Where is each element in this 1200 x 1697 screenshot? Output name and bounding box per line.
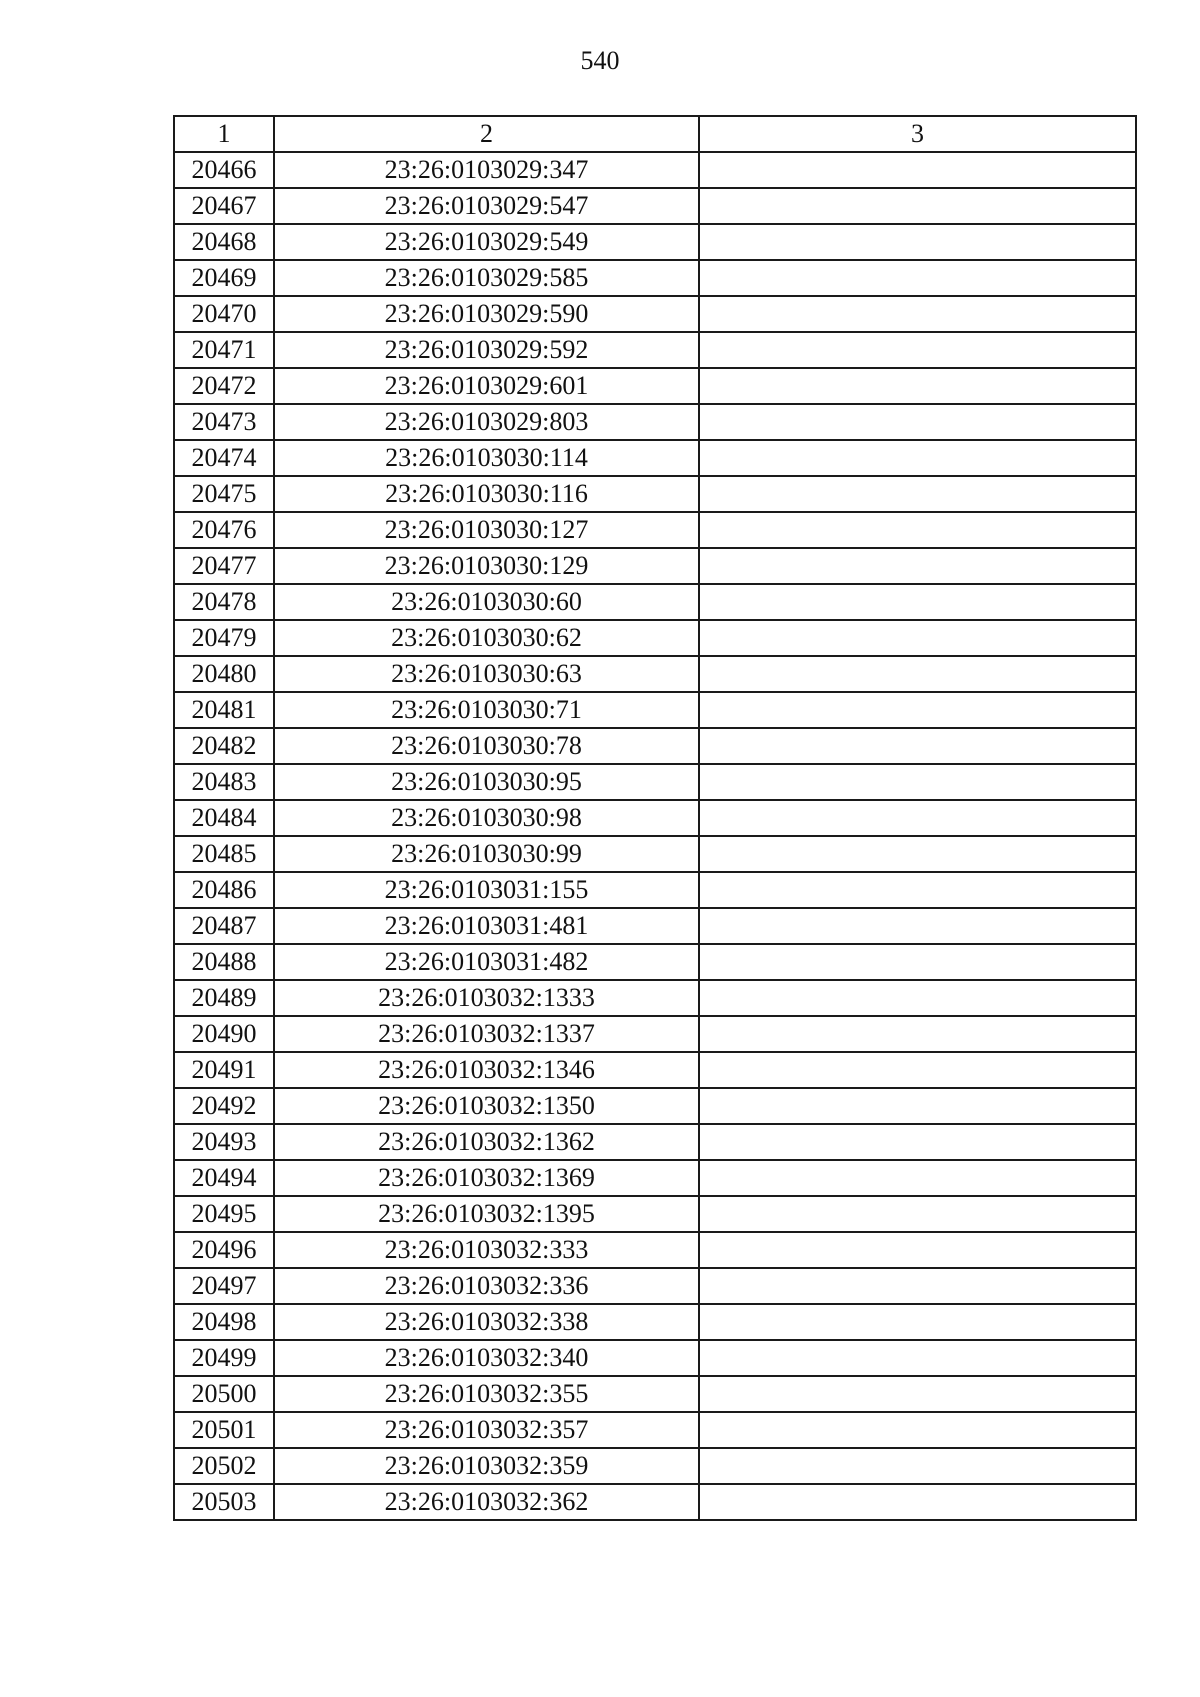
table-row bbox=[174, 1304, 1136, 1340]
note-cell bbox=[699, 584, 1136, 620]
row-number-cell: 20479 bbox=[174, 620, 274, 656]
note-cell bbox=[699, 296, 1136, 332]
row-number-cell: 20476 bbox=[174, 512, 274, 548]
cadastral-number-cell: 23:26:0103030:116 bbox=[274, 476, 699, 512]
row-number-cell: 20492 bbox=[174, 1088, 274, 1124]
row-number-cell: 20475 bbox=[174, 476, 274, 512]
note-cell bbox=[699, 872, 1136, 908]
row-number-cell: 20473 bbox=[174, 404, 274, 440]
column-header-2: 2 bbox=[274, 116, 699, 152]
row-number-cell: 20470 bbox=[174, 296, 274, 332]
table-row bbox=[174, 296, 1136, 332]
note-cell bbox=[699, 332, 1136, 368]
row-number-cell: 20483 bbox=[174, 764, 274, 800]
row-number-cell: 20494 bbox=[174, 1160, 274, 1196]
cadastral-number-cell: 23:26:0103032:1362 bbox=[274, 1124, 699, 1160]
cadastral-number-cell: 23:26:0103030:129 bbox=[274, 548, 699, 584]
cadastral-number-cell: 23:26:0103029:549 bbox=[274, 224, 699, 260]
cadastral-number-cell: 23:26:0103032:333 bbox=[274, 1232, 699, 1268]
row-number-cell: 20496 bbox=[174, 1232, 274, 1268]
table-row bbox=[174, 692, 1136, 728]
cadastral-number-cell: 23:26:0103032:1395 bbox=[274, 1196, 699, 1232]
note-cell bbox=[699, 1304, 1136, 1340]
cadastral-number-cell: 23:26:0103030:62 bbox=[274, 620, 699, 656]
row-number-cell: 20469 bbox=[174, 260, 274, 296]
row-number-cell: 20484 bbox=[174, 800, 274, 836]
note-cell bbox=[699, 548, 1136, 584]
table-row bbox=[174, 728, 1136, 764]
cadastral-number-cell: 23:26:0103032:355 bbox=[274, 1376, 699, 1412]
table-row bbox=[174, 1412, 1136, 1448]
table-row bbox=[174, 908, 1136, 944]
table-row bbox=[174, 1196, 1136, 1232]
table-row bbox=[174, 1016, 1136, 1052]
note-cell bbox=[699, 1232, 1136, 1268]
row-number-cell: 20497 bbox=[174, 1268, 274, 1304]
cadastral-number-cell: 23:26:0103032:359 bbox=[274, 1448, 699, 1484]
note-cell bbox=[699, 152, 1136, 188]
table-row bbox=[174, 980, 1136, 1016]
table-row bbox=[174, 764, 1136, 800]
table-row bbox=[174, 1268, 1136, 1304]
row-number-cell: 20482 bbox=[174, 728, 274, 764]
table-row bbox=[174, 512, 1136, 548]
cadastral-table bbox=[173, 115, 1137, 1521]
cadastral-number-cell: 23:26:0103032:340 bbox=[274, 1340, 699, 1376]
cadastral-number-cell: 23:26:0103032:1369 bbox=[274, 1160, 699, 1196]
row-number-cell: 20486 bbox=[174, 872, 274, 908]
row-number-cell: 20481 bbox=[174, 692, 274, 728]
row-number-cell: 20501 bbox=[174, 1412, 274, 1448]
note-cell bbox=[699, 728, 1136, 764]
cadastral-number-cell: 23:26:0103029:601 bbox=[274, 368, 699, 404]
table-row bbox=[174, 476, 1136, 512]
table-row bbox=[174, 1052, 1136, 1088]
row-number-cell: 20478 bbox=[174, 584, 274, 620]
cadastral-number-cell: 23:26:0103032:336 bbox=[274, 1268, 699, 1304]
table-row bbox=[174, 620, 1136, 656]
table-row bbox=[174, 584, 1136, 620]
cadastral-number-cell: 23:26:0103029:347 bbox=[274, 152, 699, 188]
note-cell bbox=[699, 224, 1136, 260]
table-row bbox=[174, 260, 1136, 296]
cadastral-number-cell: 23:26:0103029:547 bbox=[274, 188, 699, 224]
row-number-cell: 20500 bbox=[174, 1376, 274, 1412]
table-row bbox=[174, 1448, 1136, 1484]
note-cell bbox=[699, 188, 1136, 224]
note-cell bbox=[699, 476, 1136, 512]
note-cell bbox=[699, 1412, 1136, 1448]
table-row bbox=[174, 872, 1136, 908]
note-cell bbox=[699, 692, 1136, 728]
cadastral-number-cell: 23:26:0103032:1346 bbox=[274, 1052, 699, 1088]
row-number-cell: 20499 bbox=[174, 1340, 274, 1376]
cadastral-number-cell: 23:26:0103030:60 bbox=[274, 584, 699, 620]
table-row bbox=[174, 1124, 1136, 1160]
row-number-cell: 20502 bbox=[174, 1448, 274, 1484]
cadastral-number-cell: 23:26:0103031:482 bbox=[274, 944, 699, 980]
cadastral-number-cell: 23:26:0103031:155 bbox=[274, 872, 699, 908]
cadastral-number-cell: 23:26:0103030:99 bbox=[274, 836, 699, 872]
note-cell bbox=[699, 1016, 1136, 1052]
row-number-cell: 20489 bbox=[174, 980, 274, 1016]
table-row bbox=[174, 1340, 1136, 1376]
column-header-1: 1 bbox=[174, 116, 274, 152]
note-cell bbox=[699, 1088, 1136, 1124]
cadastral-number-cell: 23:26:0103032:1333 bbox=[274, 980, 699, 1016]
row-number-cell: 20480 bbox=[174, 656, 274, 692]
note-cell bbox=[699, 1124, 1136, 1160]
table-row bbox=[174, 1484, 1136, 1520]
cadastral-number-cell: 23:26:0103031:481 bbox=[274, 908, 699, 944]
cadastral-number-cell: 23:26:0103030:78 bbox=[274, 728, 699, 764]
row-number-cell: 20503 bbox=[174, 1484, 274, 1520]
note-cell bbox=[699, 620, 1136, 656]
row-number-cell: 20488 bbox=[174, 944, 274, 980]
row-number-cell: 20491 bbox=[174, 1052, 274, 1088]
cadastral-number-cell: 23:26:0103030:95 bbox=[274, 764, 699, 800]
row-number-cell: 20487 bbox=[174, 908, 274, 944]
table-row bbox=[174, 404, 1136, 440]
cadastral-number-cell: 23:26:0103030:71 bbox=[274, 692, 699, 728]
cadastral-number-cell: 23:26:0103032:1350 bbox=[274, 1088, 699, 1124]
cadastral-number-cell: 23:26:0103030:127 bbox=[274, 512, 699, 548]
row-number-cell: 20466 bbox=[174, 152, 274, 188]
note-cell bbox=[699, 260, 1136, 296]
note-cell bbox=[699, 1484, 1136, 1520]
row-number-cell: 20493 bbox=[174, 1124, 274, 1160]
row-number-cell: 20472 bbox=[174, 368, 274, 404]
note-cell bbox=[699, 656, 1136, 692]
cadastral-number-cell: 23:26:0103029:803 bbox=[274, 404, 699, 440]
table-row bbox=[174, 800, 1136, 836]
row-number-cell: 20490 bbox=[174, 1016, 274, 1052]
table-row bbox=[174, 656, 1136, 692]
cadastral-number-cell: 23:26:0103029:590 bbox=[274, 296, 699, 332]
note-cell bbox=[699, 512, 1136, 548]
header-row bbox=[174, 116, 1136, 152]
table-row bbox=[174, 368, 1136, 404]
table-row bbox=[174, 152, 1136, 188]
page-number: 540 bbox=[580, 46, 620, 75]
row-number-cell: 20495 bbox=[174, 1196, 274, 1232]
note-cell bbox=[699, 836, 1136, 872]
row-number-cell: 20471 bbox=[174, 332, 274, 368]
table-body bbox=[174, 152, 1136, 1520]
note-cell bbox=[699, 404, 1136, 440]
note-cell bbox=[699, 1196, 1136, 1232]
table-row bbox=[174, 1160, 1136, 1196]
note-cell bbox=[699, 764, 1136, 800]
table-header bbox=[174, 116, 1136, 152]
table-row bbox=[174, 224, 1136, 260]
note-cell bbox=[699, 908, 1136, 944]
table-row bbox=[174, 440, 1136, 476]
table-row bbox=[174, 836, 1136, 872]
cadastral-number-cell: 23:26:0103032:357 bbox=[274, 1412, 699, 1448]
cadastral-number-cell: 23:26:0103030:63 bbox=[274, 656, 699, 692]
table-row bbox=[174, 1376, 1136, 1412]
row-number-cell: 20498 bbox=[174, 1304, 274, 1340]
note-cell bbox=[699, 368, 1136, 404]
note-cell bbox=[699, 944, 1136, 980]
column-header-3: 3 bbox=[699, 116, 1136, 152]
note-cell bbox=[699, 1448, 1136, 1484]
cadastral-number-cell: 23:26:0103030:114 bbox=[274, 440, 699, 476]
table-row bbox=[174, 944, 1136, 980]
table-row bbox=[174, 1232, 1136, 1268]
table-row bbox=[174, 332, 1136, 368]
cadastral-number-cell: 23:26:0103029:592 bbox=[274, 332, 699, 368]
row-number-cell: 20477 bbox=[174, 548, 274, 584]
note-cell bbox=[699, 1340, 1136, 1376]
row-number-cell: 20485 bbox=[174, 836, 274, 872]
note-cell bbox=[699, 1268, 1136, 1304]
row-number-cell: 20474 bbox=[174, 440, 274, 476]
cadastral-number-cell: 23:26:0103032:362 bbox=[274, 1484, 699, 1520]
note-cell bbox=[699, 800, 1136, 836]
table-row bbox=[174, 188, 1136, 224]
table-row bbox=[174, 548, 1136, 584]
note-cell bbox=[699, 440, 1136, 476]
row-number-cell: 20468 bbox=[174, 224, 274, 260]
cadastral-number-cell: 23:26:0103032:338 bbox=[274, 1304, 699, 1340]
table-row bbox=[174, 1088, 1136, 1124]
cadastral-number-cell: 23:26:0103030:98 bbox=[274, 800, 699, 836]
note-cell bbox=[699, 1160, 1136, 1196]
row-number-cell: 20467 bbox=[174, 188, 274, 224]
note-cell bbox=[699, 1052, 1136, 1088]
cadastral-number-cell: 23:26:0103029:585 bbox=[274, 260, 699, 296]
note-cell bbox=[699, 1376, 1136, 1412]
cadastral-number-cell: 23:26:0103032:1337 bbox=[274, 1016, 699, 1052]
note-cell bbox=[699, 980, 1136, 1016]
